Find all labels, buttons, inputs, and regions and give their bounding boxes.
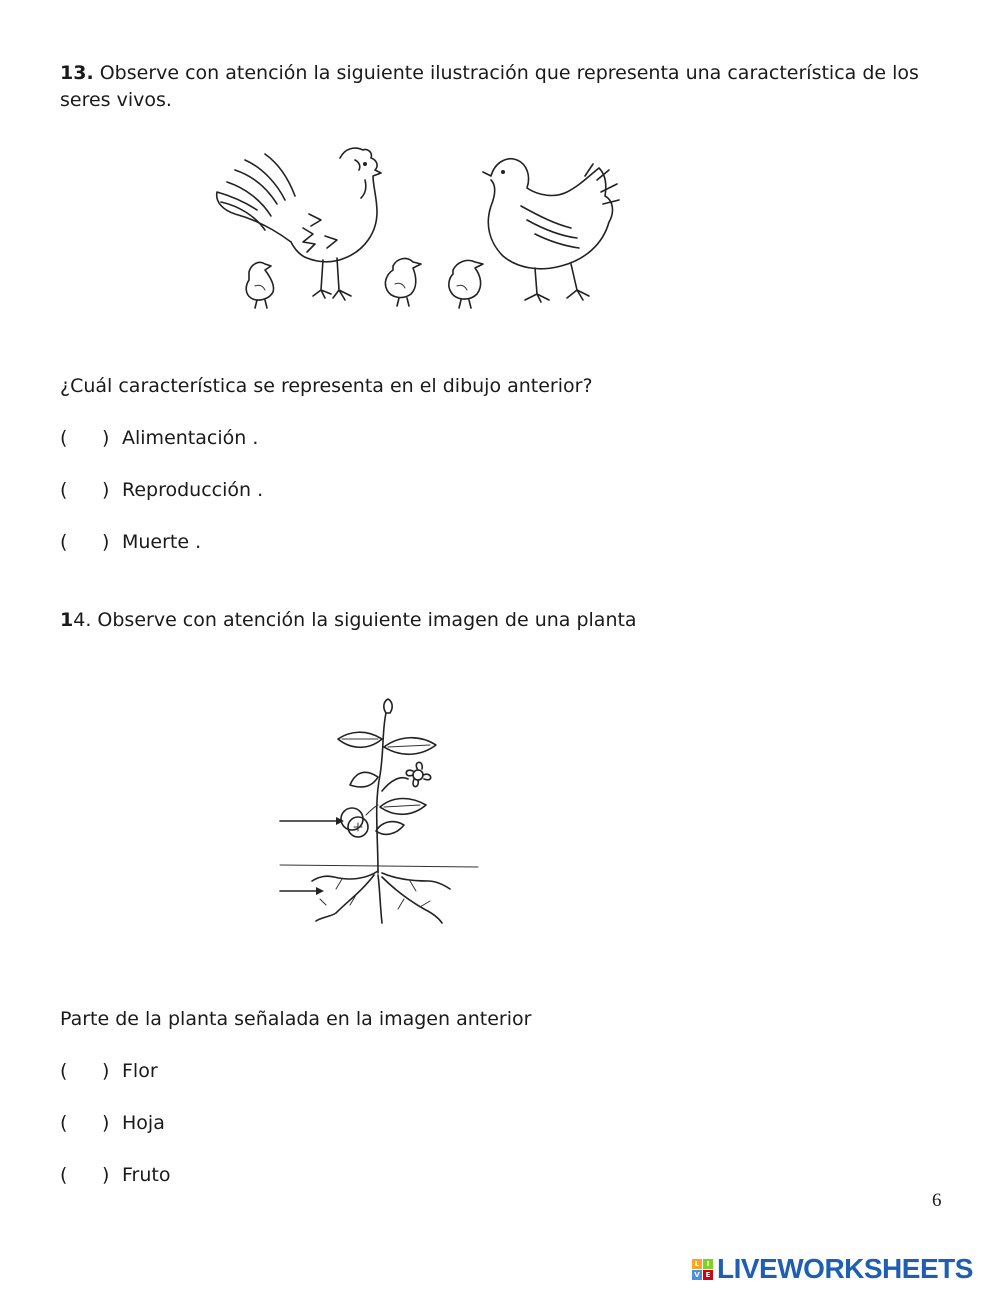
page-number: 6	[932, 1190, 942, 1211]
option-alimentacion	[60, 427, 258, 449]
liveworksheets-logo[interactable]	[692, 1253, 973, 1285]
chick-drawing	[246, 262, 273, 308]
option-open-paren: (	[60, 1112, 68, 1134]
leaf-icon	[350, 772, 378, 787]
answer-blank-input[interactable]	[70, 1060, 104, 1084]
roots-drawing	[312, 871, 450, 923]
option-label: Muerte .	[122, 531, 202, 553]
soil-line	[280, 865, 478, 867]
option-close-paren: )	[102, 1060, 110, 1082]
option-close-paren: )	[102, 531, 110, 553]
logo-mark-tile: L	[692, 1259, 702, 1269]
option-open-paren: (	[60, 1164, 68, 1186]
option-close-paren: )	[102, 427, 110, 449]
question-14-prompt: Observe con atención la siguiente imagen de una planta	[91, 609, 637, 631]
liveworksheets-wordmark: LIVEWORKSHEETS	[717, 1253, 973, 1284]
question-13-ask: ¿Cuál característica se representa en el dibujo anterior?	[60, 375, 593, 397]
chick-drawing	[385, 259, 421, 306]
fruit-icon	[341, 805, 378, 837]
answer-blank-input[interactable]	[70, 1112, 104, 1136]
option-hoja	[60, 1112, 165, 1134]
answer-blank-input[interactable]	[70, 479, 104, 503]
option-muerte	[60, 531, 201, 553]
rooster-drawing	[217, 148, 381, 300]
question-13-title	[60, 60, 940, 114]
answer-blank-input[interactable]	[70, 1164, 104, 1188]
logo-mark-tile: V	[692, 1270, 702, 1280]
logo-mark-tile: E	[703, 1270, 713, 1280]
option-label: Fruto	[122, 1164, 171, 1186]
option-close-paren: )	[102, 1112, 110, 1134]
option-open-paren: (	[60, 427, 68, 449]
option-label: Hoja	[122, 1112, 165, 1134]
arrow-fruit-icon	[280, 817, 344, 825]
hen-drawing	[483, 159, 619, 302]
option-reproduccion	[60, 479, 263, 501]
leaf-icon	[384, 738, 436, 755]
arrow-root-icon	[280, 887, 324, 895]
option-fruto	[60, 1164, 170, 1186]
question-14-number-rest: 4.	[73, 609, 92, 631]
question-14-title	[60, 607, 940, 634]
option-open-paren: (	[60, 531, 68, 553]
option-label: Flor	[122, 1060, 158, 1082]
question-13-number: 13.	[60, 62, 94, 84]
leaf-icon	[376, 822, 404, 835]
option-close-paren: )	[102, 479, 110, 501]
option-open-paren: (	[60, 479, 68, 501]
answer-blank-input[interactable]	[70, 427, 104, 451]
option-label: Reproducción .	[122, 479, 264, 501]
leaf-icon	[380, 799, 426, 815]
chickens-illustration	[205, 140, 635, 320]
option-close-paren: )	[102, 1164, 110, 1186]
option-flor	[60, 1060, 158, 1082]
option-label: Alimentación .	[122, 427, 259, 449]
answer-blank-input[interactable]	[70, 531, 104, 555]
logo-mark-tile: I	[703, 1259, 713, 1269]
question-14-number-bold: 1	[60, 609, 74, 631]
liveworksheets-mark-icon	[692, 1259, 713, 1280]
question-14-ask: Parte de la planta señalada en la imagen anterior	[60, 1008, 532, 1030]
question-13-prompt: Observe con atención la siguiente ilustración que representa una característica de los seres vivos.	[60, 62, 919, 111]
option-open-paren: (	[60, 1060, 68, 1082]
leaf-icon	[338, 732, 382, 747]
flower-icon	[382, 762, 431, 791]
plant-illustration	[270, 695, 490, 935]
chick-drawing	[449, 260, 483, 308]
bud-icon	[384, 699, 392, 713]
